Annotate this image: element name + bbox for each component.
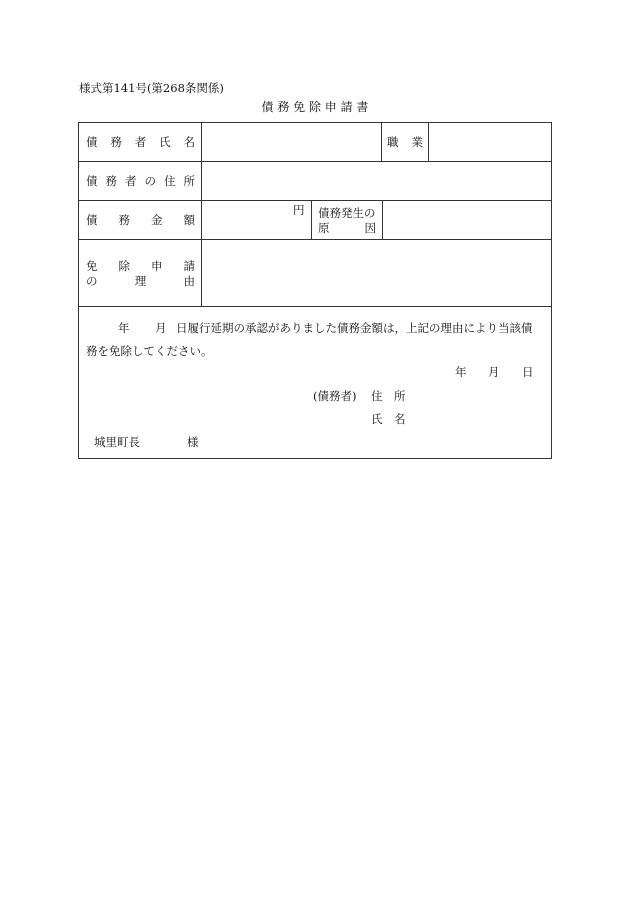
document-title: 債 務 免 除 申 請 書: [261, 100, 369, 114]
statement-month: 月: [155, 321, 167, 335]
honorific: 様: [187, 435, 199, 449]
reason-label-line2: の 理 由: [86, 274, 195, 288]
date-year: 年: [455, 365, 467, 379]
form-number: 様式第141号(第268条関係): [79, 81, 224, 95]
name-label: 氏 名: [371, 412, 406, 426]
debtor-address-label: 債 務 者 の 住 所: [86, 174, 195, 188]
reason-label-line1: 免 除 申 請: [86, 259, 195, 273]
statement-text-line2: 務を免除してください。: [86, 344, 213, 358]
address-label: 住 所: [371, 389, 406, 403]
debtor-name-label: 債 務 者 氏 名: [86, 135, 195, 149]
statement-year: 年: [118, 321, 130, 335]
date-month: 月: [488, 365, 500, 379]
statement-text-line1: 日履行延期の承認がありました債務金額は，上記の理由により当該債: [176, 321, 533, 335]
occupation-label: 職 業: [387, 135, 423, 149]
debtor-paren-label: (債務者): [313, 389, 357, 403]
yen-unit: 円: [293, 203, 305, 217]
addressee: 城里町長: [94, 435, 140, 449]
debt-cause-label-line1: 債務発生の: [318, 206, 376, 220]
date-day: 日: [522, 365, 534, 379]
debt-cause-label-line2: 原 因: [318, 221, 376, 235]
debt-amount-label: 債 務 金 額: [86, 213, 195, 227]
